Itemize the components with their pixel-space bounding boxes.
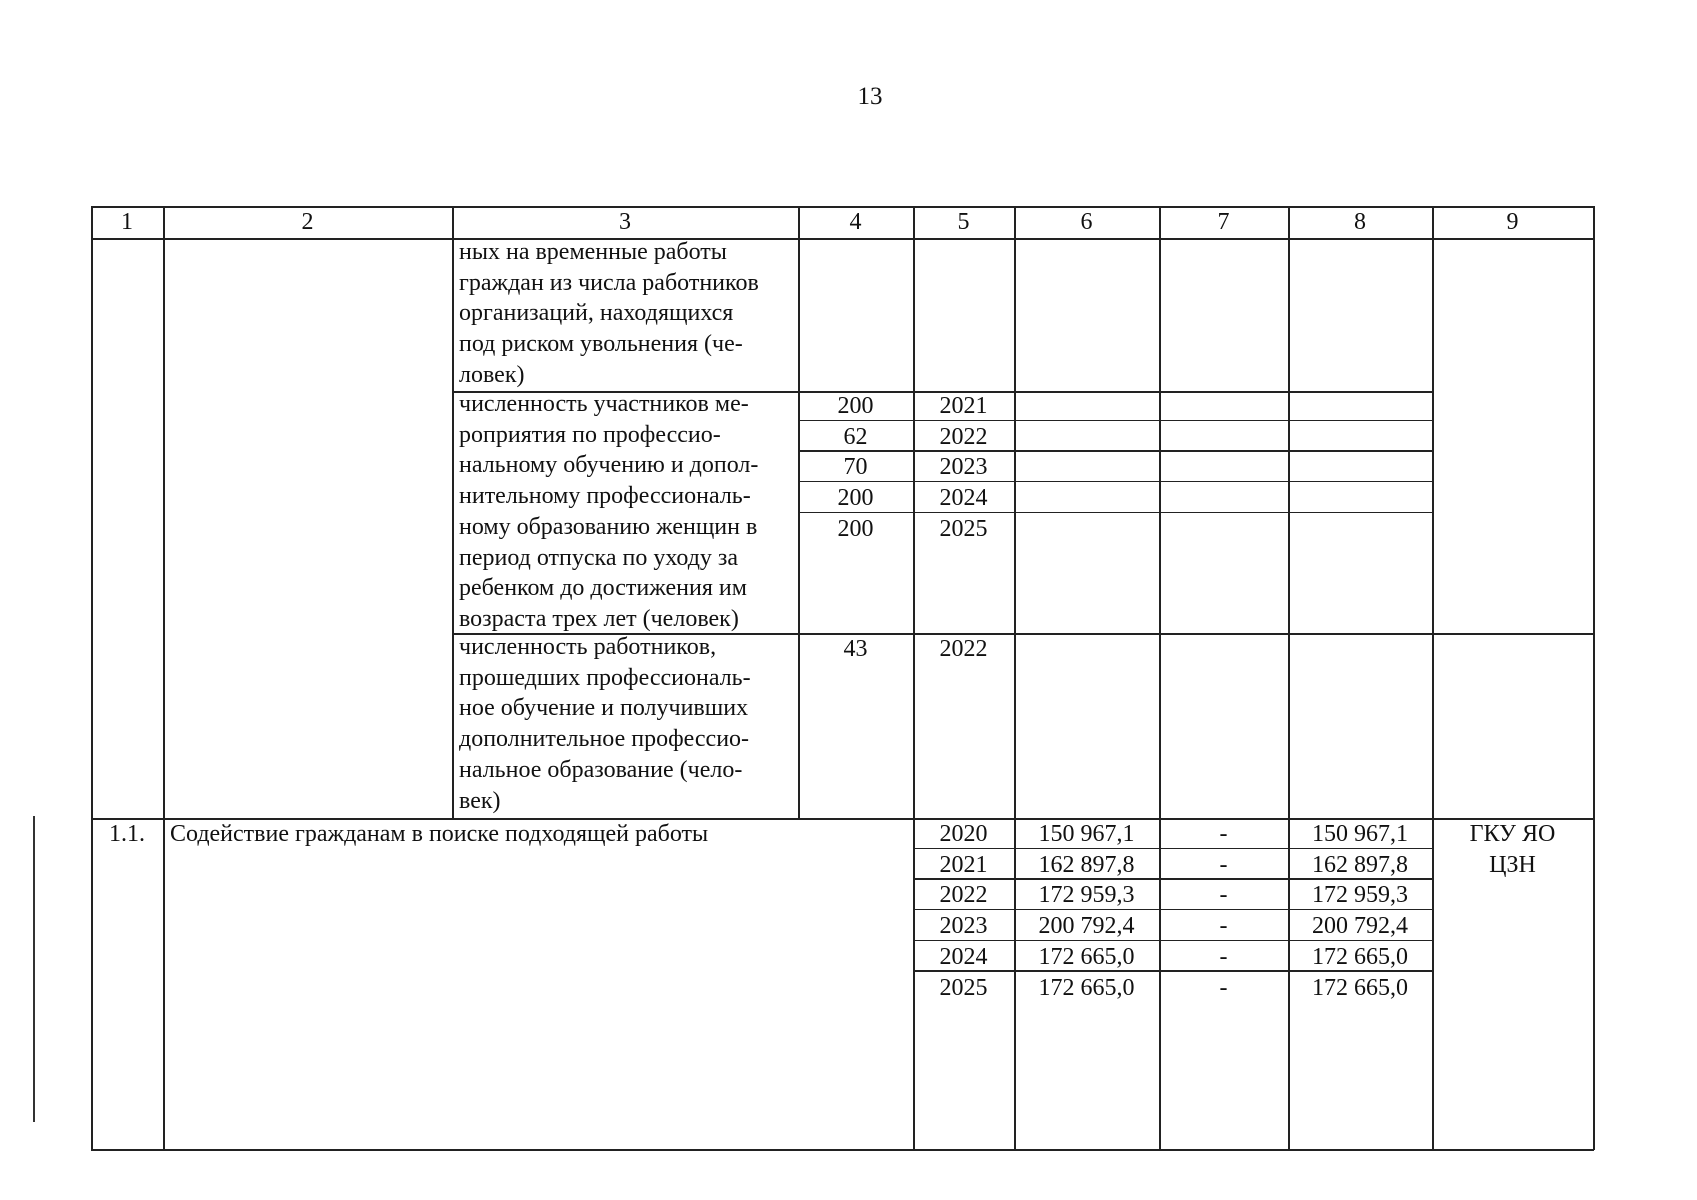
measure-number: 1.1. xyxy=(109,821,145,847)
funding-regional: 172 665,0 xyxy=(1312,943,1408,970)
indicator-year: 2024 xyxy=(939,485,988,512)
header-separator xyxy=(91,238,1594,240)
funding-total: 172 665,0 xyxy=(1038,943,1135,970)
indicator-year: 2021 xyxy=(939,393,988,419)
header-col-6: 6 xyxy=(1080,209,1093,235)
indicator-year: 2022 xyxy=(939,423,988,450)
program-table xyxy=(91,206,1594,1150)
margin-rule xyxy=(33,816,35,1122)
measure-title: Содействие гражданам в поиске подходящей работы xyxy=(170,821,709,847)
indicator-text-line: нальное образование (чело- xyxy=(459,756,743,783)
indicator-text-line: роприятия по профессио- xyxy=(459,421,721,448)
funding-year: 2024 xyxy=(939,943,988,970)
indicator-text-line: организаций, находящихся xyxy=(459,300,734,327)
funding-regional: 172 959,3 xyxy=(1312,882,1408,909)
table-border-left xyxy=(91,206,93,1150)
page-number: 13 xyxy=(857,83,883,110)
funding-year: 2020 xyxy=(939,821,988,847)
indicator-text-line: нальному обучению и допол- xyxy=(459,452,759,479)
indicator-text-line: прошедших профессиональ- xyxy=(459,664,751,691)
indicator-text-line: граждан из числа работников xyxy=(459,269,759,296)
indicator-value: 200 xyxy=(837,515,874,542)
header-col-3: 3 xyxy=(619,209,631,235)
funding-year: 2022 xyxy=(939,882,988,909)
funding-federal: - xyxy=(1219,882,1228,909)
funding-federal: - xyxy=(1219,974,1228,1001)
indicator-text-line: ных на временные работы xyxy=(459,239,727,265)
funding-total: 200 792,4 xyxy=(1038,913,1135,940)
measure-executor-line-1: ГКУ ЯО xyxy=(1469,821,1556,847)
header-col-7: 7 xyxy=(1217,209,1230,235)
col-line-4 xyxy=(913,206,915,1150)
indicator-text-line: ловек) xyxy=(459,361,525,388)
funding-federal: - xyxy=(1219,913,1228,940)
indicator-text-line: дополнительное профессио- xyxy=(459,726,750,753)
header-col-4: 4 xyxy=(849,209,862,235)
indicator-value: 70 xyxy=(843,454,868,481)
measure-executor-line-2: ЦЗН xyxy=(1489,852,1536,878)
col-line-5 xyxy=(1014,206,1016,1150)
col-line-6 xyxy=(1159,206,1161,1150)
table-border-right xyxy=(1593,206,1595,1150)
indicator-text-line: век) xyxy=(459,787,501,814)
indicator-text-line: ребенком до достижения им xyxy=(459,575,747,602)
indicator-text-line: период отпуска по уходу за xyxy=(459,544,739,571)
funding-total: 162 897,8 xyxy=(1038,851,1135,878)
indicator-text-line: возраста трех лет (человек) xyxy=(459,605,739,632)
indicator-text-line: под риском увольнения (че- xyxy=(459,331,743,358)
funding-total: 150 967,1 xyxy=(1038,821,1135,847)
funding-year: 2021 xyxy=(939,851,988,878)
indicator-text-line: нительному профессиональ- xyxy=(459,483,751,510)
funding-regional: 200 792,4 xyxy=(1312,913,1408,940)
header-col-8: 8 xyxy=(1354,209,1366,235)
funding-regional: 150 967,1 xyxy=(1312,821,1408,847)
indicator-year: 2023 xyxy=(939,454,988,481)
col-line-8 xyxy=(1432,206,1434,1150)
indicator-text-line: численность участников ме- xyxy=(459,391,749,417)
col-line-7 xyxy=(1288,206,1290,1150)
col-line-2 xyxy=(452,206,454,818)
indicator-value: 200 xyxy=(837,485,874,512)
header-col-1: 1 xyxy=(121,209,133,235)
header-col-9: 9 xyxy=(1506,209,1519,235)
funding-total: 172 665,0 xyxy=(1038,974,1135,1001)
indicator-text-line: ное обучение и получивших xyxy=(459,695,749,722)
funding-year: 2023 xyxy=(939,913,988,940)
funding-federal: - xyxy=(1219,943,1228,970)
funding-federal: - xyxy=(1219,851,1228,878)
indicator-year: 2025 xyxy=(939,515,988,542)
indicator-year: 2022 xyxy=(939,636,988,662)
indicator-text-line: численность работников, xyxy=(459,634,717,660)
header-col-2: 2 xyxy=(301,209,314,235)
indicator-value: 200 xyxy=(837,393,874,419)
funding-total: 172 959,3 xyxy=(1038,882,1135,909)
indicator-text-line: ному образованию женщин в xyxy=(459,513,758,540)
header-col-5: 5 xyxy=(957,209,970,235)
col-line-1 xyxy=(163,206,165,1150)
indicator-value: 62 xyxy=(843,423,868,450)
indicator-value: 43 xyxy=(843,636,868,662)
table-border-bottom xyxy=(91,1149,1594,1151)
funding-regional: 162 897,8 xyxy=(1312,851,1408,878)
funding-federal: - xyxy=(1219,821,1228,847)
funding-regional: 172 665,0 xyxy=(1312,974,1408,1001)
funding-year: 2025 xyxy=(939,974,988,1001)
